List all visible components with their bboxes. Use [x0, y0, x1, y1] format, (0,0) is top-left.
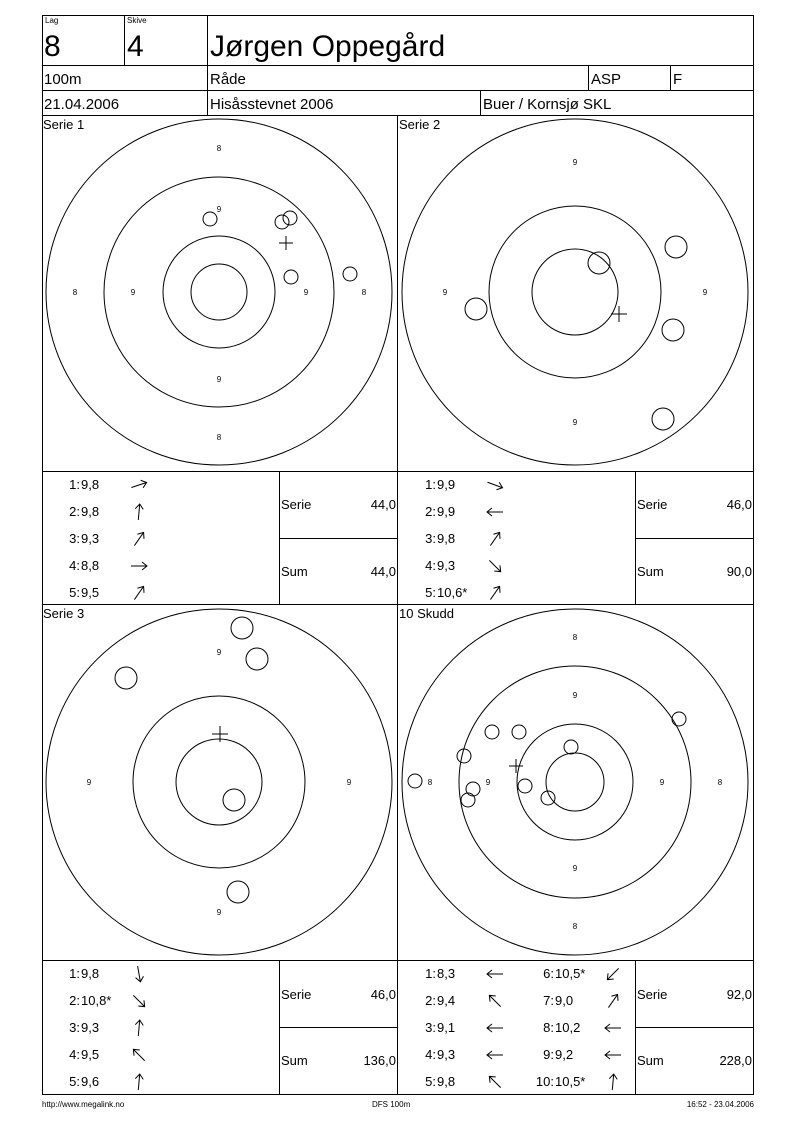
- serie-2-label: Serie: [637, 497, 668, 512]
- shot-number: 2:: [69, 504, 80, 519]
- shot-row: [416, 1019, 526, 1037]
- shot-score: 10,8*: [81, 993, 112, 1008]
- shot-number: 1:: [425, 966, 436, 981]
- shot-hole: [284, 270, 298, 284]
- ring: [546, 753, 604, 811]
- direction-arrow-icon: [128, 965, 150, 981]
- shooter-group: F: [673, 71, 683, 88]
- shot-row: [60, 992, 170, 1010]
- direction-arrow-icon: [484, 1073, 506, 1089]
- shot-row: [60, 1073, 170, 1091]
- shot-score: 9,5: [81, 585, 100, 600]
- shot-hole: [652, 408, 674, 430]
- direction-arrow-icon: [484, 557, 506, 573]
- ring-number: 8: [72, 288, 78, 297]
- skive-value: 4: [127, 30, 144, 63]
- shot-number: 4:: [69, 1047, 80, 1062]
- shot-number: 5:: [425, 585, 436, 600]
- ring-number: 9: [442, 288, 448, 297]
- shot-row: [60, 1046, 170, 1064]
- shot-score: 8,3: [437, 966, 456, 981]
- ring-number: 9: [572, 864, 578, 873]
- shot-score: 9,9: [437, 477, 456, 492]
- direction-arrow-icon: [484, 584, 506, 600]
- shot-row: [534, 992, 644, 1010]
- shot-score: 9,8: [81, 504, 100, 519]
- direction-arrow-icon: [484, 530, 506, 546]
- serie-3-label: Serie: [281, 987, 312, 1002]
- ring-number: 9: [702, 288, 708, 297]
- ring: [402, 119, 748, 465]
- direction-arrow-icon: [602, 992, 624, 1008]
- shot-row: [60, 503, 170, 521]
- shot-score: 9,8: [81, 966, 100, 981]
- ring-number: 8: [572, 633, 578, 642]
- ring-number: 9: [216, 205, 222, 214]
- ring-number: 9: [572, 158, 578, 167]
- shot-number: 8:: [543, 1020, 554, 1035]
- ring-number: 9: [659, 778, 665, 787]
- shot-hole: [564, 740, 578, 754]
- direction-arrow-icon: [484, 476, 506, 492]
- sum-3-label: Sum: [281, 1053, 308, 1068]
- ring: [46, 609, 392, 955]
- shot-score: 10,5*: [555, 966, 586, 981]
- shot-hole: [283, 211, 297, 225]
- target-3: [46, 609, 392, 955]
- sum-3-value: 136,0: [363, 1053, 396, 1068]
- shot-hole: [512, 725, 526, 739]
- shot-row: [534, 1046, 644, 1064]
- sum-2-label: Sum: [637, 564, 664, 579]
- shot-row: [416, 1046, 526, 1064]
- target-4-title: 10 Skudd: [399, 606, 454, 621]
- shot-number: 9:: [543, 1047, 554, 1062]
- shot-row: [416, 992, 526, 1010]
- direction-arrow-icon: [128, 503, 150, 519]
- serie-1-label: Serie: [281, 497, 312, 512]
- ring: [191, 264, 247, 320]
- event-date: 21.04.2006: [44, 96, 120, 113]
- shot-score: 10,5*: [555, 1074, 586, 1089]
- shot-score: 9,1: [437, 1020, 456, 1035]
- shot-hole: [665, 236, 687, 258]
- club-place: Råde: [210, 71, 246, 88]
- serie-4-label: Serie: [637, 987, 668, 1002]
- shot-hole: [465, 298, 487, 320]
- ring-number: 9: [303, 288, 309, 297]
- shot-score: 9,2: [555, 1047, 574, 1062]
- direction-arrow-icon: [128, 1019, 150, 1035]
- shooter-name: Jørgen Oppegård: [210, 30, 446, 63]
- shot-number: 4:: [69, 558, 80, 573]
- ring-number: 8: [361, 288, 367, 297]
- shot-score: 9,8: [81, 477, 100, 492]
- shot-number: 1:: [425, 477, 436, 492]
- shot-row: [60, 584, 170, 602]
- skive-label: Skive: [127, 16, 147, 25]
- lag-value: 8: [44, 30, 61, 63]
- ring-number: 8: [216, 433, 222, 442]
- ring: [532, 249, 618, 335]
- target-3-title: Serie 3: [43, 606, 85, 621]
- shot-score: 9,4: [437, 993, 456, 1008]
- shot-row: [534, 965, 644, 983]
- direction-arrow-icon: [128, 530, 150, 546]
- target-2: [402, 119, 748, 465]
- shot-number: 10:: [535, 1074, 554, 1089]
- direction-arrow-icon: [128, 1046, 150, 1062]
- direction-arrow-icon: [484, 1046, 506, 1062]
- ring-number: 9: [346, 778, 352, 787]
- shot-row: [416, 965, 526, 983]
- ring-number: 8: [717, 778, 723, 787]
- shot-row: [416, 1073, 526, 1091]
- shot-hole: [115, 667, 137, 689]
- shot-row: [60, 1019, 170, 1037]
- distance: 100m: [44, 71, 82, 88]
- ring-number: 9: [130, 288, 136, 297]
- shot-score: 10,2: [555, 1020, 581, 1035]
- shot-hole: [246, 648, 268, 670]
- shot-hole: [203, 212, 217, 226]
- shot-hole: [227, 881, 249, 903]
- shot-number: 5:: [69, 585, 80, 600]
- target-2-title: Serie 2: [399, 117, 441, 132]
- serie-2-value: 46,0: [726, 497, 752, 512]
- shot-hole: [223, 789, 245, 811]
- shot-hole: [672, 712, 686, 726]
- shot-hole: [662, 319, 684, 341]
- shot-hole: [518, 779, 532, 793]
- direction-arrow-icon: [484, 503, 506, 519]
- shot-row: [416, 584, 526, 602]
- ring-number: 9: [572, 418, 578, 427]
- shot-score: 9,3: [437, 1047, 456, 1062]
- shot-row: [60, 476, 170, 494]
- ring-number: 9: [216, 908, 222, 917]
- shot-row: [416, 530, 526, 548]
- shot-row: [60, 965, 170, 983]
- shot-number: 7:: [543, 993, 554, 1008]
- shot-score: 9,3: [81, 1020, 100, 1035]
- shot-hole: [231, 617, 253, 639]
- shot-row: [534, 1073, 644, 1091]
- shot-number: 2:: [425, 504, 436, 519]
- ring-number: 8: [572, 922, 578, 931]
- shot-number: 4:: [425, 558, 436, 573]
- shot-number: 2:: [425, 993, 436, 1008]
- direction-arrow-icon: [602, 1073, 624, 1089]
- ring-number: 8: [216, 144, 222, 153]
- ring-number: 9: [216, 648, 222, 657]
- ring: [489, 206, 661, 378]
- direction-arrow-icon: [128, 584, 150, 600]
- ring-number: 8: [427, 778, 433, 787]
- shot-score: 9,5: [81, 1047, 100, 1062]
- shot-number: 4:: [425, 1047, 436, 1062]
- footer-url: http://www.megalink.no: [42, 1100, 125, 1109]
- footer-timestamp: 16:52 - 23.04.2006: [686, 1100, 754, 1109]
- footer-program: DFS 100m: [372, 1100, 411, 1109]
- center-mark: [611, 306, 627, 322]
- ring-number: 9: [572, 691, 578, 700]
- shot-number: 1:: [69, 966, 80, 981]
- direction-arrow-icon: [602, 1019, 624, 1035]
- serie-4-value: 92,0: [726, 987, 752, 1002]
- shot-row: [534, 1019, 644, 1037]
- target-1: [46, 119, 392, 465]
- sum-2-value: 90,0: [726, 564, 752, 579]
- shot-score: 9,0: [555, 993, 574, 1008]
- lag-label: Lag: [45, 16, 59, 25]
- direction-arrow-icon: [484, 1019, 506, 1035]
- shot-number: 5:: [69, 1074, 80, 1089]
- sum-4-label: Sum: [637, 1053, 664, 1068]
- shot-score: 8,8: [81, 558, 100, 573]
- sum-1-label: Sum: [281, 564, 308, 579]
- shot-score: 10,6*: [437, 585, 468, 600]
- direction-arrow-icon: [484, 992, 506, 1008]
- direction-arrow-icon: [128, 557, 150, 573]
- shot-row: [416, 557, 526, 575]
- shot-row: [416, 476, 526, 494]
- center-mark: [279, 236, 293, 250]
- serie-1-value: 44,0: [370, 497, 396, 512]
- shot-hole: [461, 793, 475, 807]
- shot-hole: [343, 267, 357, 281]
- shot-score: 9,3: [437, 558, 456, 573]
- shot-hole: [275, 215, 289, 229]
- sum-1-value: 44,0: [370, 564, 396, 579]
- shot-number: 3:: [69, 1020, 80, 1035]
- direction-arrow-icon: [128, 992, 150, 1008]
- ring-number: 9: [485, 778, 491, 787]
- target-4: [402, 609, 748, 955]
- ring: [176, 739, 262, 825]
- shot-hole: [485, 725, 499, 739]
- shot-score: 9,6: [81, 1074, 100, 1089]
- shot-number: 1:: [69, 477, 80, 492]
- club-name: Buer / Kornsjø SKL: [483, 96, 612, 113]
- sum-4-value: 228,0: [719, 1053, 752, 1068]
- shot-number: 5:: [425, 1074, 436, 1089]
- shot-row: [416, 503, 526, 521]
- shot-number: 3:: [425, 1020, 436, 1035]
- shot-score: 9,8: [437, 531, 456, 546]
- shot-score: 9,8: [437, 1074, 456, 1089]
- direction-arrow-icon: [128, 476, 150, 492]
- shot-row: [60, 530, 170, 548]
- shooter-class: ASP: [591, 71, 622, 88]
- shot-number: 3:: [425, 531, 436, 546]
- ring-number: 9: [216, 375, 222, 384]
- event-name: Hisåsstevnet 2006: [210, 96, 334, 113]
- direction-arrow-icon: [484, 965, 506, 981]
- shot-score: 9,3: [81, 531, 100, 546]
- ring-number: 9: [86, 778, 92, 787]
- shot-number: 2:: [69, 993, 80, 1008]
- ring: [402, 609, 748, 955]
- shot-hole: [408, 774, 422, 788]
- ring: [46, 119, 392, 465]
- shot-number: 3:: [69, 531, 80, 546]
- shot-row: [60, 557, 170, 575]
- direction-arrow-icon: [602, 1046, 624, 1062]
- shot-hole: [466, 782, 480, 796]
- direction-arrow-icon: [602, 965, 624, 981]
- shot-score: 9,9: [437, 504, 456, 519]
- ring: [133, 696, 305, 868]
- direction-arrow-icon: [128, 1073, 150, 1089]
- shot-number: 6:: [543, 966, 554, 981]
- serie-3-value: 46,0: [370, 987, 396, 1002]
- shot-hole: [457, 749, 471, 763]
- ring: [163, 236, 275, 348]
- target-1-title: Serie 1: [43, 117, 85, 132]
